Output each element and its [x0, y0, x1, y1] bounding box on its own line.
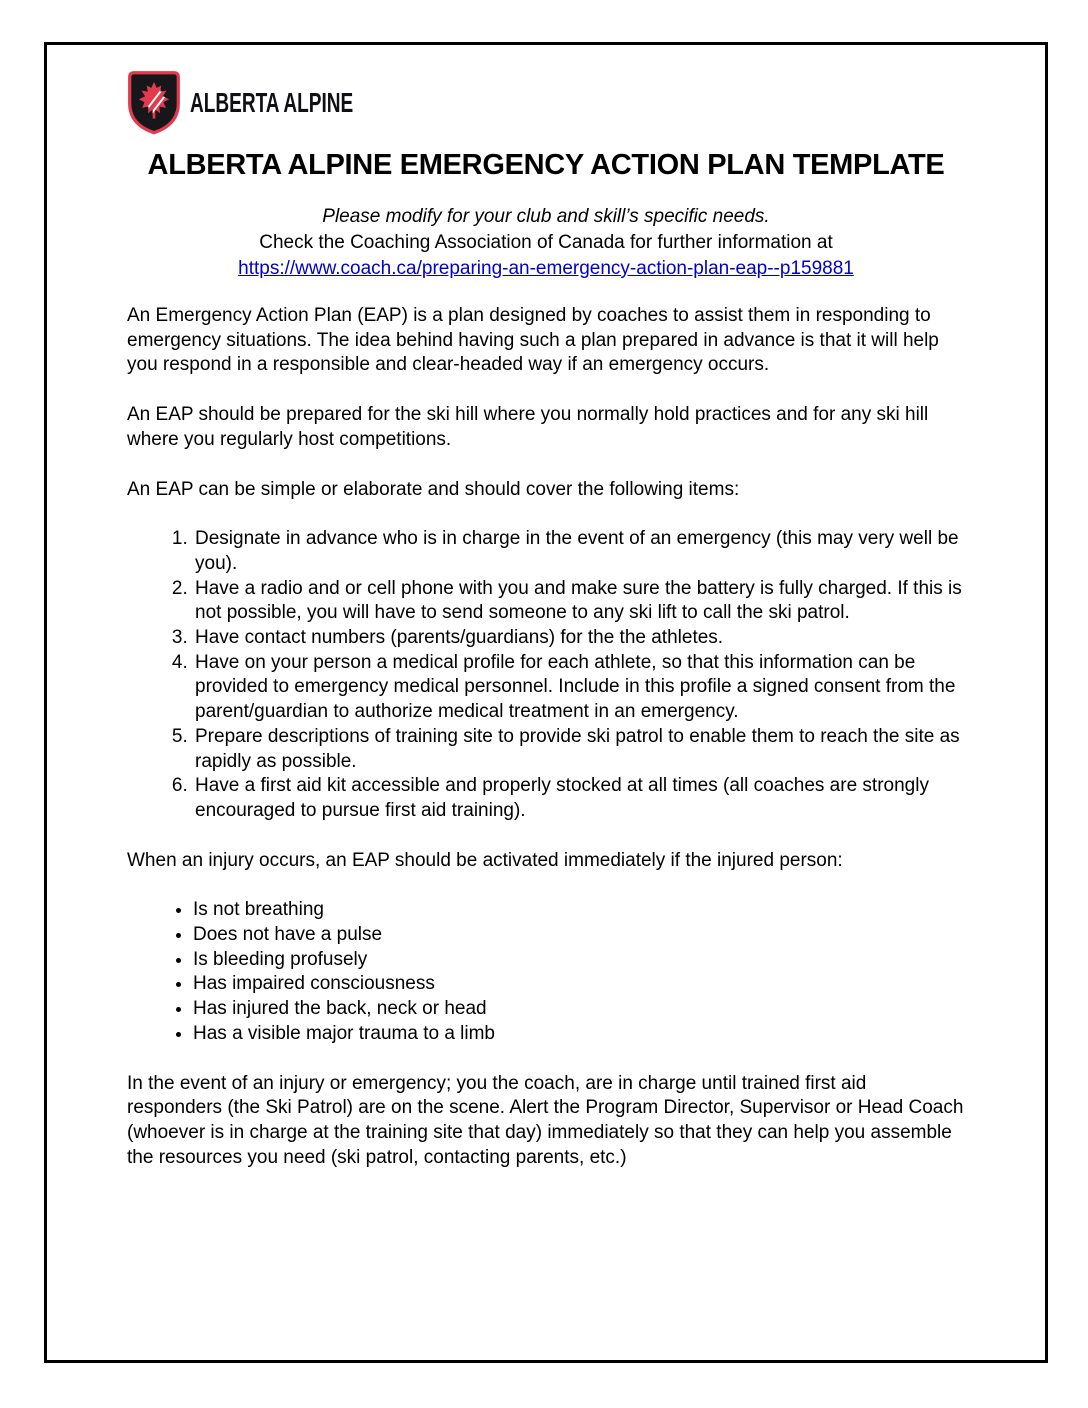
bullet-item: • Has injured the back, neck or head [193, 997, 965, 1022]
paragraph-eap-items-intro: An EAP can be simple or elaborate and should cover the following items: [127, 478, 740, 500]
numbered-item: 1. Designate in advance who is in charge in the event of an emergency (this may very well be you). [193, 527, 965, 576]
bullet-item: • Has impaired consciousness [193, 972, 965, 997]
intro-note: Please modify for your club and skill’s specific needs. [322, 206, 770, 227]
numbered-item: 5. Prepare descriptions of training site to provide ski patrol to enable them to reach the site as rapidly as possible. [193, 725, 965, 774]
paragraph-eap-prepare: An EAP should be prepared for the ski hill where you normally hold practices and for any ski hill where you regularly host competitions. [127, 404, 929, 450]
numbered-item: 6. Have a first aid kit accessible and properly stocked at all times (all coaches are strongly encouraged to pursue first aid training). [193, 774, 965, 823]
bullet-item: • Does not have a pulse [193, 923, 965, 948]
numbered-item: 2. Have a radio and or cell phone with you and make sure the battery is fully charged. If this is not possible, you will have to send someone to any ski lift to call the ski patrol. [193, 577, 965, 626]
eap-items-numbered-list [127, 527, 965, 823]
bullet-item: • Is not breathing [193, 898, 965, 923]
coach-ca-link[interactable]: https://www.coach.ca/preparing-an-emergency-action-plan-eap--p159881 [238, 258, 854, 279]
bullet-item: • Is bleeding profusely [193, 948, 965, 973]
intro-check-line: Check the Coaching Association of Canada for further information at [259, 232, 833, 253]
bullet-item: • Has a visible major trauma to a limb [193, 1022, 965, 1047]
alberta-alpine-logo [127, 71, 965, 135]
alberta-alpine-wordmark: ALBERTA ALPINE [190, 87, 354, 118]
intro-block [127, 204, 965, 282]
document-page [44, 42, 1048, 1363]
paragraph-eap-definition: An Emergency Action Plan (EAP) is a plan designed by coaches to assist them in responding to emergency situations. The idea behind having such a plan prepared in advance is that it will help you respond in a responsible and clear-headed way if an emergency occurs. [127, 305, 939, 376]
paragraph-injury-intro: When an injury occurs, an EAP should be activated immediately if the injured person: [127, 849, 843, 871]
numbered-item: 3. Have contact numbers (parents/guardians) for the the athletes. [193, 626, 965, 651]
injury-conditions-bullet-list [127, 898, 965, 1046]
numbered-item: 4. Have on your person a medical profile for each athlete, so that this information can be provided to emergency medical personnel. Include in this profile a signed consent from the parent/guardian to authorize medical treatment in an emergency. [193, 651, 965, 725]
alberta-alpine-shield-icon [127, 71, 181, 135]
page-title: ALBERTA ALPINE EMERGENCY ACTION PLAN TEMPLATE [147, 149, 945, 181]
paragraph-closing: In the event of an injury or emergency; you the coach, are in charge until trained first aid responders (the Ski Patrol) are on the scene. Alert the Program Director, Supervisor or Head Coach (whoever is in charge at the training site that day) immediately so that they can help you assemble the resources you need (ski patrol, contacting parents, etc.) [127, 1072, 964, 1168]
